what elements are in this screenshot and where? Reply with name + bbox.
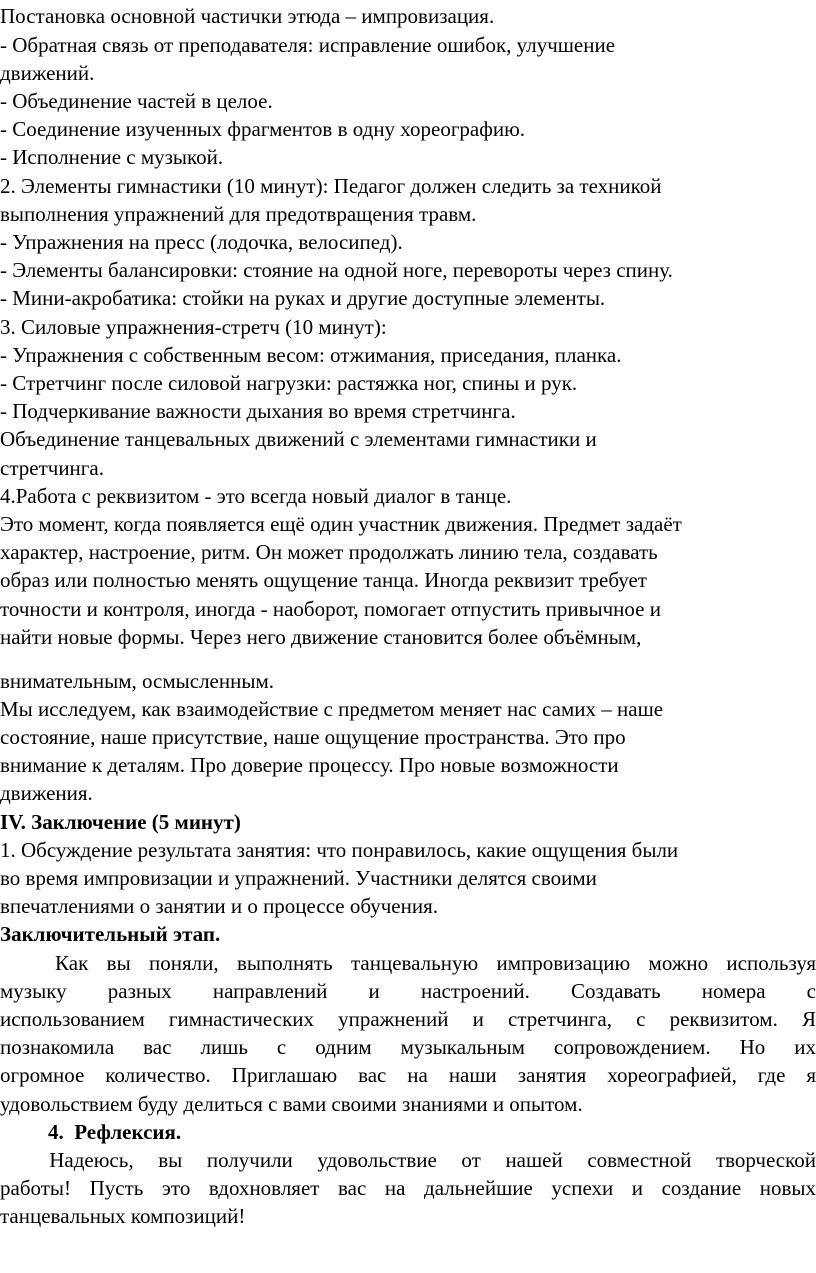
text-line: - Упражнения с собственным весом: отжимания, приседания, планка.: [0, 343, 622, 367]
text-line: - Объединение частей в целое.: [0, 89, 273, 113]
section-heading: IV. Заключение (5 минут): [0, 810, 241, 834]
section-heading: Заключительный этап.: [0, 922, 221, 946]
text-line: Как вы поняли, выполнять танцевальную импровизацию можно используя: [0, 951, 816, 975]
text-line: во время импровизации и упражнений. Участники делятся своими: [0, 866, 597, 890]
text-line: Объединение танцевальных движений с элементами гимнастики и: [0, 427, 597, 451]
text-line: движения.: [0, 781, 93, 805]
text-line: - Мини-акробатика: стойки на руках и другие доступные элементы.: [0, 286, 606, 310]
text-line: 2. Элементы гимнастики (10 минут): Педагог должен следить за техникой: [0, 174, 662, 198]
text-line: танцевальных композиций!: [0, 1204, 246, 1228]
text-line: 3. Силовые упражнения-стретч (10 минут):: [0, 315, 387, 339]
text-line: движений.: [0, 61, 95, 85]
text-line: Мы исследуем, как взаимодействие с предметом меняет нас самих – наше: [0, 697, 664, 721]
text-line: 1. Обсуждение результата занятия: что понравилось, какие ощущения были: [0, 838, 679, 862]
text-line: - Подчеркивание важности дыхания во время стретчинга.: [0, 399, 516, 423]
text-line: Постановка основной частички этюда – импровизация.: [0, 4, 495, 28]
text-line: огромное количество. Приглашаю вас на наши занятия хореографией, где я: [0, 1063, 816, 1087]
text-line: характер, настроение, ритм. Он может продолжать линию тела, создавать: [0, 540, 658, 564]
text-line: - Соединение изученных фрагментов в одну хореографию.: [0, 117, 526, 141]
text-line: найти новые формы. Через него движение становится более объёмным,: [0, 625, 642, 649]
text-line: впечатлениями о занятии и о процессе обучения.: [0, 894, 439, 918]
text-line: образ или полностью менять ощущение танца. Иногда реквизит требует: [0, 568, 647, 592]
text-line: музыку разных направлений и настроений. Создавать номера с: [0, 979, 816, 1003]
text-line: 4.Работа с реквизитом - это всегда новый диалог в танце.: [0, 484, 512, 508]
text-line: - Элементы балансировки: стояние на одной ноге, перевороты через спину.: [0, 258, 673, 282]
text-line: использованием гимнастических упражнений и стретчинга, с реквизитом. Я: [0, 1007, 816, 1031]
text-line: работы! Пусть это вдохновляет вас на дальнейшие успехи и создание новых: [0, 1176, 816, 1200]
text-line: точности и контроля, иногда - наоборот, помогает отпустить привычное и: [0, 597, 661, 621]
text-line: - Упражнения на пресс (лодочка, велосипед).: [0, 230, 403, 254]
text-line: - Стретчинг после силовой нагрузки: растяжка ног, спины и рук.: [0, 371, 578, 395]
text-line: внимательным, осмысленным.: [0, 669, 274, 693]
text-line: Это момент, когда появляется ещё один участник движения. Предмет задаёт: [0, 512, 682, 536]
text-line: - Обратная связь от преподавателя: исправление ошибок, улучшение: [0, 33, 616, 57]
text-line: стретчинга.: [0, 456, 104, 480]
text-line: внимание к деталям. Про доверие процессу. Про новые возможности: [0, 753, 619, 777]
text-line: Надеюсь, вы получили удовольствие от нашей совместной творческой: [0, 1148, 816, 1172]
text-line: удовольствием буду делиться с вами своими знаниями и опытом.: [0, 1092, 583, 1116]
section-heading: 4. Рефлексия.: [48, 1120, 182, 1144]
text-line: состояние, наше присутствие, наше ощущение пространства. Это про: [0, 725, 626, 749]
text-line: - Исполнение с музыкой.: [0, 145, 224, 169]
text-line: выполнения упражнений для предотвращения травм.: [0, 202, 477, 226]
text-line: познакомила вас лишь с одним музыкальным сопровождением. Но их: [0, 1035, 816, 1059]
